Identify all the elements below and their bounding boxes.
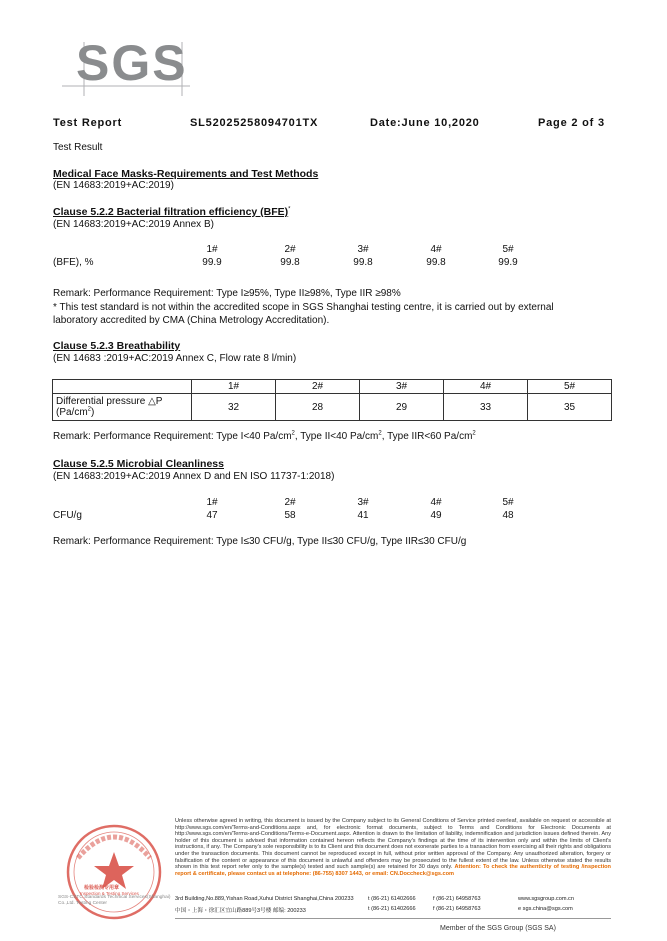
bfe-value-5: 99.9 <box>498 257 518 268</box>
bfe-title-mark: * <box>288 206 291 213</box>
footer-divider <box>175 918 611 919</box>
website-link[interactable]: www.sgsgroup.com.cn <box>518 896 574 902</box>
remark-sup: 2 <box>472 430 476 437</box>
fax-2: f (86-21) 64958763 <box>433 906 481 912</box>
bfe-title: Clause 5.2.2 Bacterial filtration efficiency (BFE) <box>53 206 289 218</box>
remark-part: , Type II<40 Pa/cm <box>294 431 379 442</box>
legal-text-block <box>175 818 611 877</box>
row-label-line-1: Differential pressure △P <box>56 396 163 407</box>
phone-1: t (86-21) 61402666 <box>368 896 416 902</box>
microbial-value-5: 48 <box>502 510 514 521</box>
bfe-row-label: (BFE), % <box>53 257 94 268</box>
attention-text: Attention: To check the authenticity of testing /inspection report & certificate, please contact us at telephone: (86-755) 8307 1443, or email: CN.Doccheck@sgs.com <box>175 864 611 877</box>
microbial-value-3: 41 <box>357 510 369 521</box>
bfe-standard: (EN 14683:2019+AC:2019 Annex B) <box>53 219 214 230</box>
microbial-sample-3: 3# <box>357 497 369 508</box>
email-link[interactable]: e sgs.china@sgs.com <box>518 906 573 912</box>
breathability-table <box>52 379 612 421</box>
table-cell-empty <box>53 380 192 394</box>
page-number: Page 2 of 3 <box>538 117 605 129</box>
unit-close: ) <box>91 407 95 418</box>
microbial-sample-5: 5# <box>502 497 514 508</box>
bfe-note-line-1: * This test standard is not within the accredited scope in SGS Shanghai testing centre, it is carried out by external <box>53 302 554 313</box>
address-cn: 中国・上海・徐汇区宜山路889号3号楼 邮编: 200233 <box>175 908 306 914</box>
bfe-sample-5: 5# <box>502 244 514 255</box>
bfe-remark: Remark: Performance Requirement: Type I≥95%, Type II≥98%, Type IIR ≥98% <box>53 288 401 299</box>
member-text: Member of the SGS Group (SGS SA) <box>440 925 556 932</box>
bfe-sample-3: 3# <box>357 244 369 255</box>
fax-1: f (86-21) 64958763 <box>433 896 481 902</box>
remark-part: , Type IIR<60 Pa/cm <box>381 431 473 442</box>
microbial-row-label: CFU/g <box>53 510 82 521</box>
bfe-value-4: 99.8 <box>426 257 446 268</box>
bfe-section-title <box>53 206 291 218</box>
remark-sup: 2 <box>291 430 295 437</box>
bfe-value-3: 99.8 <box>353 257 373 268</box>
report-label: Test Report <box>53 117 123 129</box>
table-header-cell: 2# <box>276 380 360 394</box>
table-cell: 33 <box>444 394 528 421</box>
table-header-cell: 3# <box>360 380 444 394</box>
unit-sup: 2 <box>87 406 92 413</box>
microbial-sample-1: 1# <box>206 497 218 508</box>
microbial-remark: Remark: Performance Requirement: Type I≤30 CFU/g, Type II≤30 CFU/g, Type IIR≤30 CFU/g <box>53 536 467 547</box>
table-cell: 29 <box>360 394 444 421</box>
bfe-sample-4: 4# <box>430 244 442 255</box>
remark-sup: 2 <box>378 430 382 437</box>
table-row <box>53 394 612 421</box>
bfe-sample-2: 2# <box>284 244 296 255</box>
bfe-note-line-2: laboratory accredited by CMA (China Metrology Accreditation). <box>53 315 330 326</box>
microbial-title: Clause 5.2.5 Microbial Cleanliness <box>53 458 224 470</box>
legal-text: Unless otherwise agreed in writing, this document is issued by the Company subject to its General Conditions of Service printed overleaf, available on request or accessible at http://www.sgs.com/en/Terms-and-Conditions.aspx and, for electronic format documents, subject to Terms and Conditions for Electronic Documents at http://www.sgs.com/en/Terms-and-Conditions/Terms-e-Document.aspx. Attention is drawn to the limitation of liability, indemnification and jurisdiction issues defined therein. Any holder of this document is advised that information contained hereon reflects the Company's findings at the time of its intervention only and within the limits of Client's instructions, if any. The Company's sole responsibility is to its Client and this document does not exonerate parties to a transaction from exercising all their rights and obligations under the transaction documents. This document cannot be reproduced except in full, without prior written approval of the Company. Any unauthorized alteration, forgery or falsification of the content or appearance of this document is unlawful and offenders may be prosecuted to the fullest extent of the law. Unless otherwise stated the results shown in this test report refer only to the sample(s) tested and such sample(s) are retained for 30 days only. <box>175 818 611 871</box>
test-result-label: Test Result <box>53 142 103 153</box>
main-standard: (EN 14683:2019+AC:2019) <box>53 180 174 191</box>
logo-text: SGS <box>76 35 188 91</box>
main-title: Medical Face Masks-Requirements and Test Methods <box>53 168 319 180</box>
microbial-value-1: 47 <box>206 510 218 521</box>
table-header-cell: 1# <box>192 380 276 394</box>
table-cell: 35 <box>528 394 612 421</box>
report-date: Date:June 10,2020 <box>370 117 480 129</box>
report-number: SL52025258094701TX <box>190 117 319 129</box>
table-row-label <box>53 394 192 421</box>
bfe-sample-1: 1# <box>206 244 218 255</box>
seal-cn-text: 检验检测专用章 <box>84 885 120 891</box>
table-header-cell: 5# <box>528 380 612 394</box>
microbial-value-2: 58 <box>284 510 296 521</box>
table-cell: 32 <box>192 394 276 421</box>
microbial-sample-4: 4# <box>430 497 442 508</box>
unit-text: (Pa/cm <box>56 407 88 418</box>
seal-en-text: Inspection & Testing Services <box>80 891 139 896</box>
microbial-standard: (EN 14683:2019+AC:2019 Annex D and EN ISO 11737-1:2018) <box>53 471 335 482</box>
breath-title: Clause 5.2.3 Breathability <box>53 340 181 352</box>
breath-standard: (EN 14683 :2019+AC:2019 Annex C, Flow rate 8 l/min) <box>53 353 297 364</box>
table-cell: 28 <box>276 394 360 421</box>
row-label-line-2 <box>56 407 188 418</box>
microbial-sample-2: 2# <box>284 497 296 508</box>
table-row <box>53 380 612 394</box>
bfe-value-1: 99.9 <box>202 257 222 268</box>
remark-part: Remark: Performance Requirement: Type I<40 Pa/cm <box>53 431 292 442</box>
microbial-value-4: 49 <box>430 510 442 521</box>
address-en: 3rd Building,No.889,Yishan Road,Xuhui District Shanghai,China 200233 <box>175 896 354 902</box>
breath-remark <box>53 431 476 442</box>
phone-2: t (86-21) 61402666 <box>368 906 416 912</box>
seal-caption: SGS-CSTC Standards Technical Services(Shanghai) Co.,Ltd. Testing Center <box>58 895 171 906</box>
sgs-logo <box>62 35 190 96</box>
table-header-cell: 4# <box>444 380 528 394</box>
bfe-value-2: 99.8 <box>280 257 300 268</box>
